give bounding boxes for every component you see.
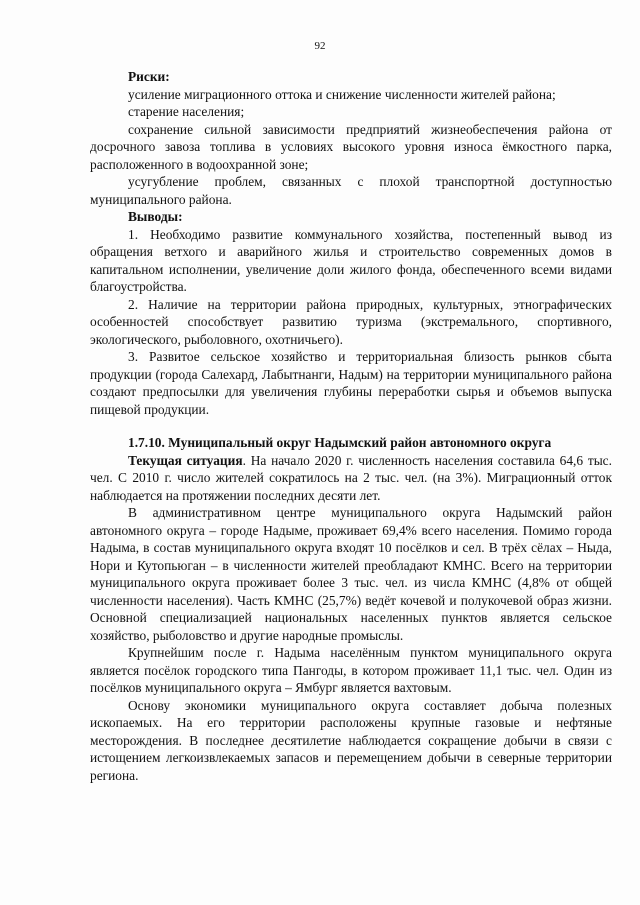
body-paragraph: В административном центре муниципального округа Надымский район автономного округа – городе Надыме, проживает 69,4% всего населения. Помимо города Надыма, в состав муниципального округа входят 10 посёлков и сел. В трёх сёлах – Ныда, Нори и Кутопьюган – в численности жителей преобладают КМНС. Всего на территории муниципального округа проживает более 3 тыс. чел. из числа КМНС (4,8% от общей численности населения). Часть КМНС (25,7%) ведёт кочевой и полукочевой образ жизни. Основной специализацией национальных населенных пунктов является сельское хозяйство, рыболовство и другие народные промыслы. — [90, 505, 612, 643]
current-situation-paragraph — [90, 452, 612, 505]
body-paragraph: Крупнейшим после г. Надыма населённым пунктом муниципального округа является посёлок городского типа Пангоды, в котором проживает 11,1 тыс. чел. Один из посёлков муниципального округа – Ямбург является вахтовым. — [90, 645, 612, 695]
risk-item: усугубление проблем, связанных с плохой транспортной доступностью муниципального района. — [90, 174, 612, 207]
risk-item: старение населения; — [128, 104, 245, 119]
current-situation-text: . На начало 2020 г. численность населения составила 64,6 тыс. чел. С 2010 г. число жителей сократилось на 2 тыс. чел. (на 3%). Миграционный отток наблюдается на протяжении последних десяти лет. — [90, 452, 612, 503]
risk-item: сохранение сильной зависимости предприятий жизнеобеспечения района от досрочного завоза топлива в условиях высокого уровня износа ёмкостного парка, расположенного в водоохранной зоне; — [90, 121, 612, 172]
current-situation-label: Текущая ситуация — [128, 452, 243, 468]
section-heading: 1.7.10. Муниципальный округ Надымский район автономного округа — [128, 435, 552, 450]
risk-item: усиление миграционного оттока и снижение численности жителей района; — [128, 86, 556, 102]
conclusions-heading: Выводы: — [128, 209, 183, 224]
risks-heading: Риски: — [128, 69, 170, 84]
conclusion-item: 3. Развитое сельское хозяйство и территориальная близость рынков сбыта продукции (города Салехард, Лабытнанги, Надым) на территории муниципального района создают предпосылки для увеличения глубины переработки сырья и объемов выпуска пищевой продукции. — [90, 349, 612, 417]
body-paragraph: Основу экономики муниципального округа составляет добыча полезных ископаемых. На его территории расположены крупные газовые и нефтяные месторождения. В последнее десятилетие наблюдается сокращение добычи в связи с истощением легкоизвлекаемых запасов и перемещением добычи в северные территории региона. — [90, 697, 612, 783]
conclusion-item: 1. Необходимо развитие коммунального хозяйства, постепенный вывод из обращения ветхого и аварийного жилья и строительство современных домов в капитальном исполнении, увеличение доли жилого фонда, обеспеченного всеми видами благоустройства. — [90, 226, 612, 294]
page-number: 92 — [314, 40, 326, 52]
page-content — [90, 68, 612, 784]
conclusion-item: 2. Наличие на территории района природных, культурных, этнографических особенностей способствует развитию туризма (экстремального, спортивного, экологического, рыболовного, охотничьего). — [90, 296, 612, 347]
